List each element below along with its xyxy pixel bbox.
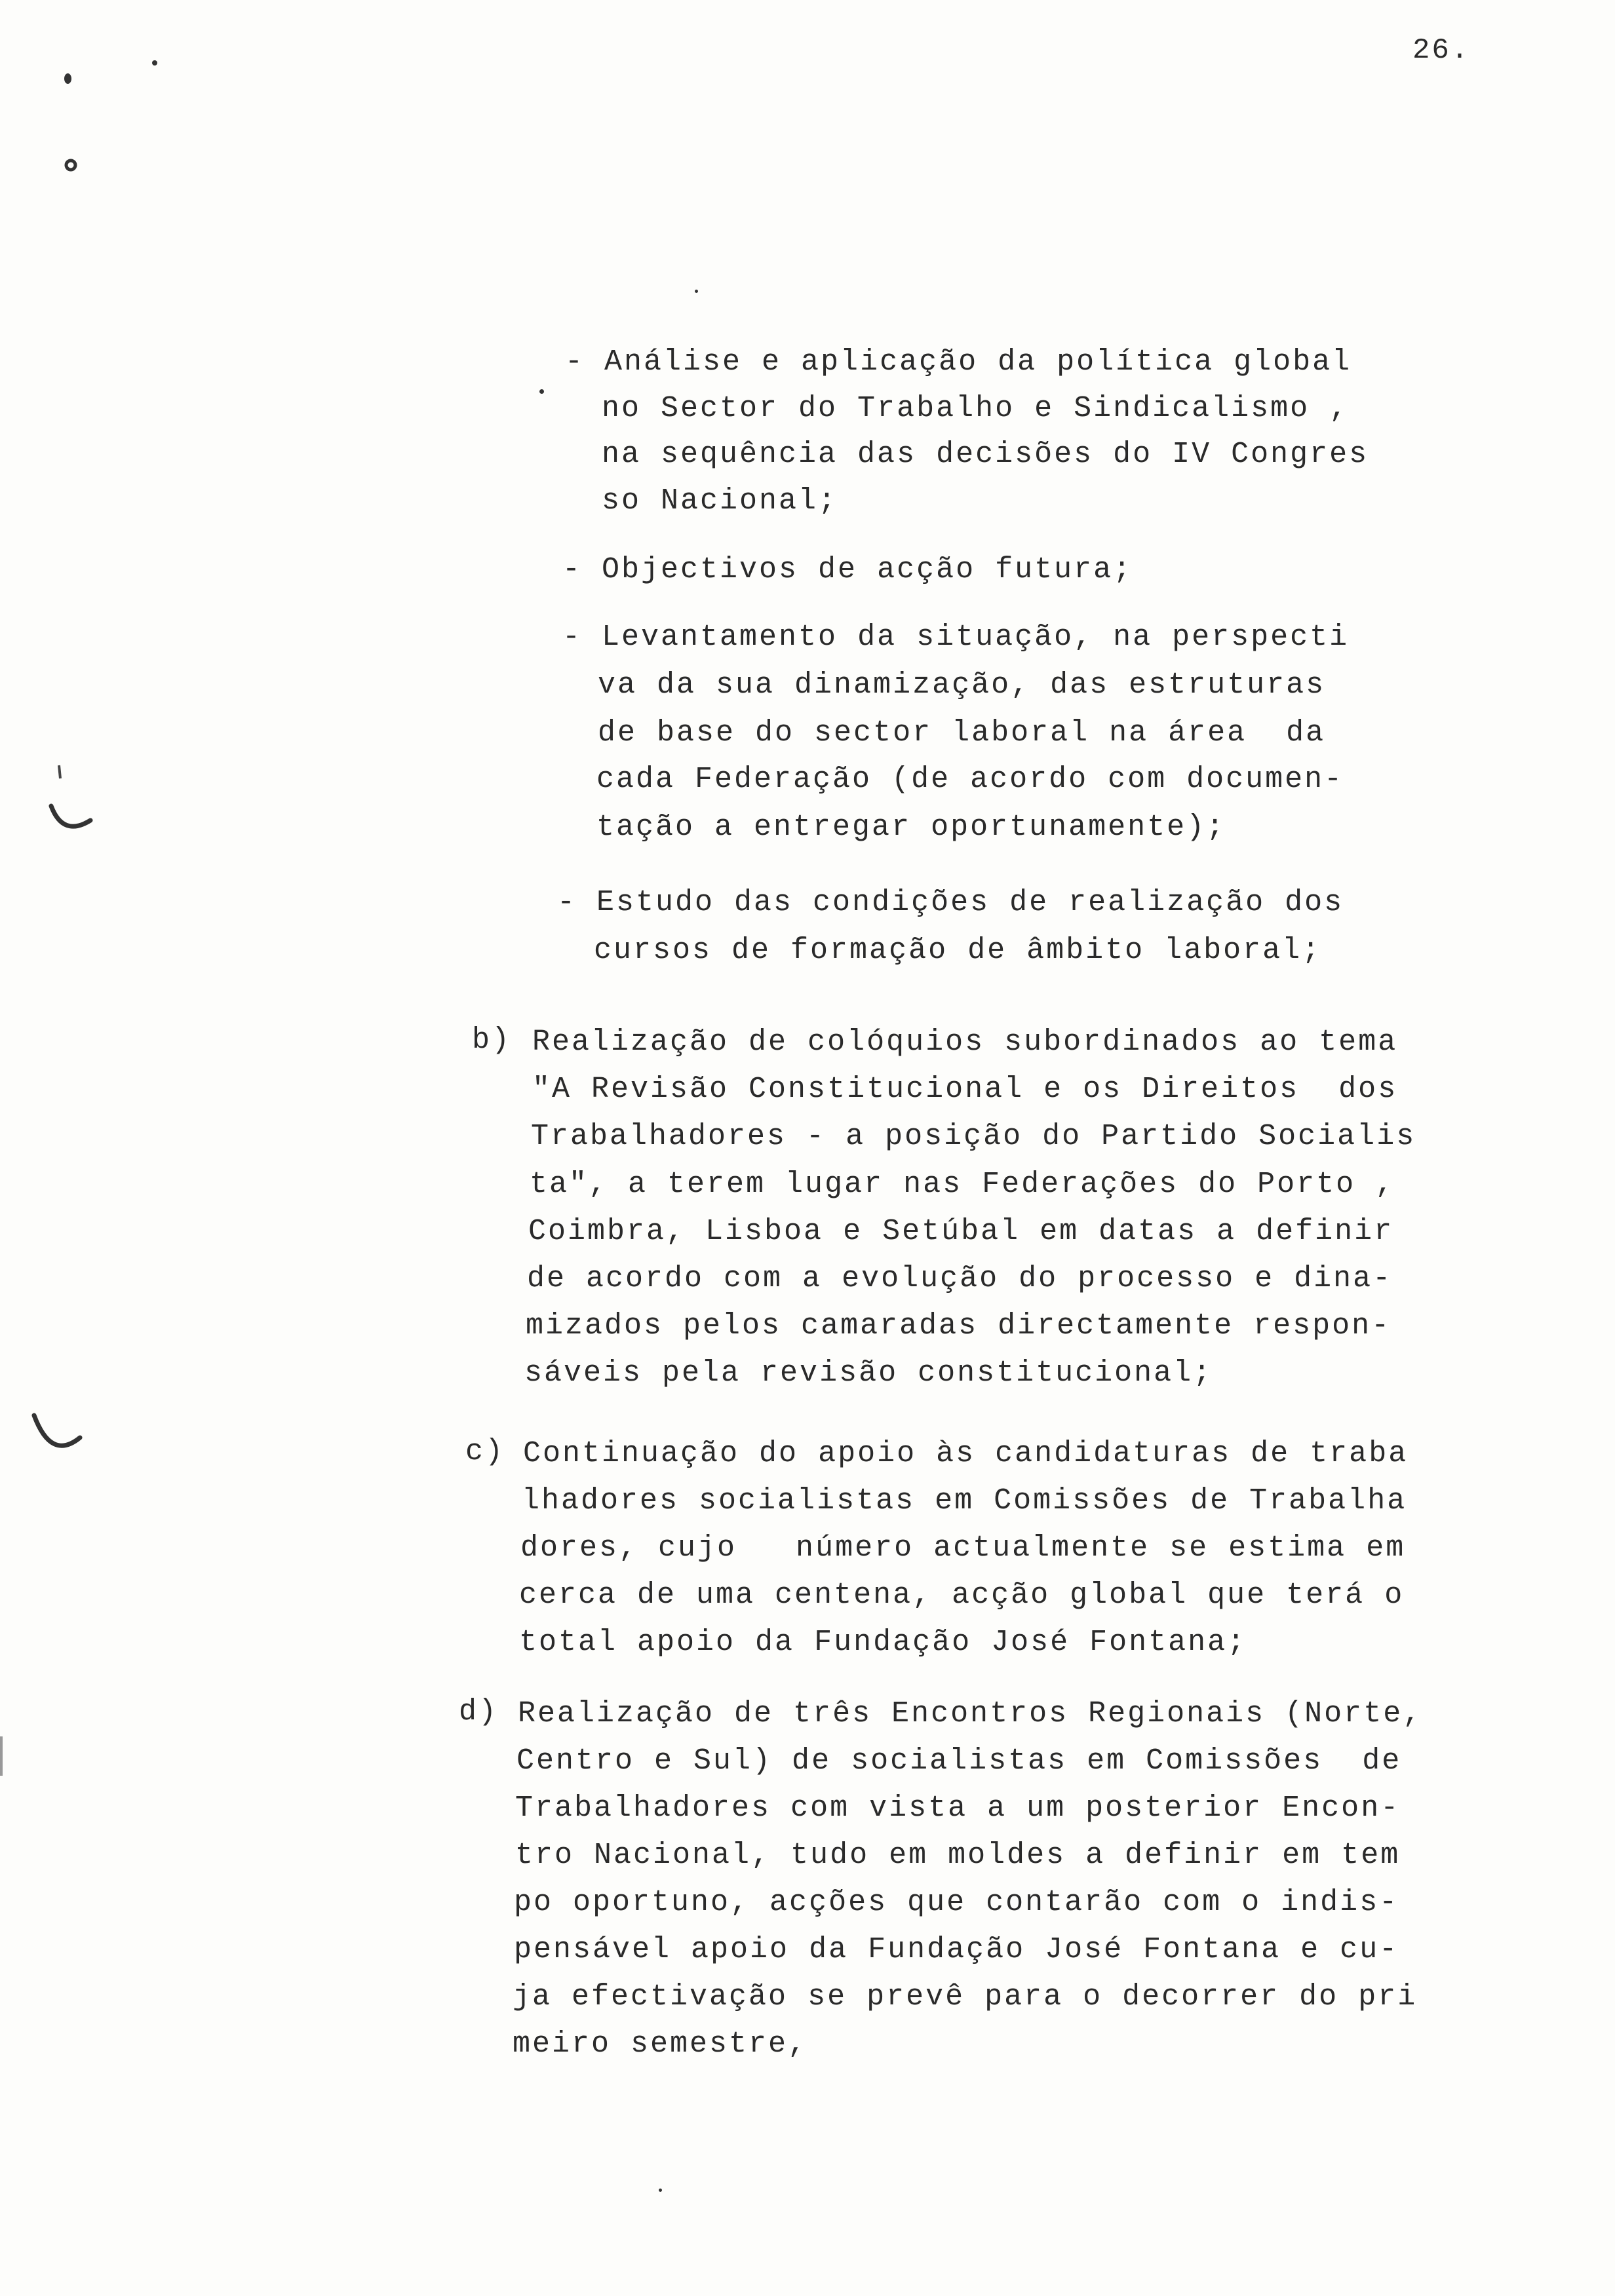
text-line: ja efectivação se prevê para o decorrer do pri	[513, 1980, 1418, 2014]
text-line: Realização de três Encontros Regionais (Norte,	[518, 1697, 1423, 1731]
text-line: "A Revisão Constitucional e os Direitos dos	[532, 1073, 1398, 1106]
text-line: - Objectivos de acção futura;	[562, 553, 1133, 586]
text-line: - Análise e aplicação da política global	[565, 345, 1352, 379]
text-line: cada Federação (de acordo com documen-	[596, 763, 1344, 796]
ring-mark	[63, 157, 79, 173]
text-line: va da sua dinamização, das estruturas	[598, 668, 1326, 702]
text-line: na sequência das decisões do IV Congres	[602, 438, 1369, 471]
text-line: cursos de formação de âmbito laboral;	[594, 934, 1322, 967]
text-line: po oportuno, acções que contarão com o indis-	[514, 1886, 1399, 1919]
text-line: lhadores socialistas em Comissões de Trabalha	[522, 1484, 1407, 1518]
text-line: - Levantamento da situação, na perspecti	[562, 621, 1350, 654]
text-line: no Sector do Trabalho e Sindicalismo ,	[602, 392, 1350, 425]
text-line: tação a entregar oportunamente);	[596, 811, 1226, 844]
text-line: de acordo com a evolução do processo e dina-	[527, 1262, 1393, 1295]
item-letter: c)	[465, 1435, 505, 1468]
text-line: Coimbra, Lisboa e Setúbal em datas a definir	[528, 1215, 1394, 1248]
text-line: pensável apoio da Fundação José Fontana e cu-	[514, 1933, 1399, 1966]
text-line: Centro e Sul) de socialistas em Comissões de	[516, 1744, 1402, 1778]
text-line: total apoio da Fundação José Fontana;	[519, 1626, 1247, 1659]
ink-speck	[152, 60, 157, 66]
ink-speck	[64, 73, 71, 84]
text-line: Trabalhadores com vista a um posterior Encon-	[515, 1791, 1401, 1825]
text-line: ta", a terem lugar nas Federações do Porto ,	[530, 1168, 1395, 1201]
text-line: dores, cujo número actualmente se estima em	[520, 1531, 1406, 1565]
item-letter: d)	[459, 1695, 499, 1729]
text-line: Trabalhadores - a posição do Partido Socialis	[531, 1120, 1416, 1153]
punch-hole-mark	[43, 760, 96, 832]
text-line: meiro semestre,	[513, 2027, 808, 2061]
text-line: mizados pelos camaradas directamente respon-	[526, 1309, 1391, 1343]
ink-speck	[659, 2189, 662, 2192]
ink-speck	[539, 389, 544, 394]
text-line: sáveis pela revisão constitucional;	[524, 1356, 1213, 1390]
text-line: so Nacional;	[602, 484, 838, 518]
text-line: Continuação do apoio às candidaturas de traba	[523, 1437, 1409, 1470]
scan-edge-mark	[0, 1736, 3, 1776]
item-letter: b)	[472, 1024, 512, 1057]
text-line: - Estudo das condições de realização dos	[557, 886, 1344, 919]
page-number: 26.	[1412, 34, 1471, 67]
text-line: cerca de uma centena, acção global que terá o	[519, 1578, 1405, 1612]
text-line: Realização de colóquios subordinados ao tema	[532, 1025, 1398, 1059]
text-line: tro Nacional, tudo em moldes a definir em tem	[515, 1839, 1401, 1872]
ink-speck	[695, 290, 698, 293]
text-line: de base do sector laboral na área da	[598, 716, 1326, 750]
punch-hole-mark	[29, 1402, 88, 1468]
